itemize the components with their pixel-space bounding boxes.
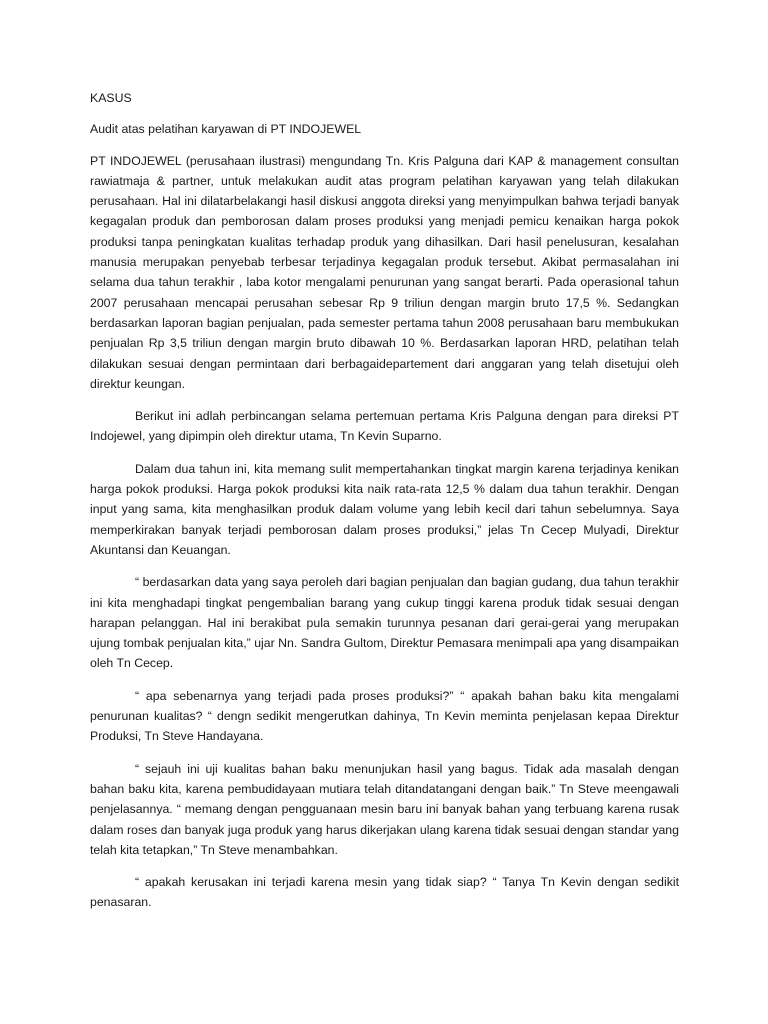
paragraph-intro: PT INDOJEWEL (perusahaan ilustrasi) mengundang Tn. Kris Palguna dari KAP & management consultan rawiatmaja & partner, untuk melakukan audit atas program pelatihan karyawan yang telah dilakukan perusahaan. Hal ini dilatarbelakangi hasil diskusi anggota direksi yang menyimpulkan bahwa terjadi banyak kegagalan produk dan pemborosan dalam proses produksi yang menjadi pemicu kenaikan harga pokok produksi tanpa peningkatan kualitas terhadap produk yang dihasilkan. Dari hasil penelusuran, kesalahan manusia merupakan penyebab terbesar terjadinya kegagalan produk tersebut. Akibat permasalahan ini selama dua tahun terakhir , laba kotor mengalami penurunan yang sangat berarti. Pada operasional tahun 2007 perusahaan mencapai perusahan sebesar Rp 9 triliun dengan margin bruto 17,5 %. Sedangkan berdasarkan laporan bagian penjualan, pada semester pertama tahun 2008 perusahaan baru membukukan penjualan Rp 3,5 triliun dengan margin bruto dibawah 10 %. Berdasarkan laporan HRD, pelatihan telah dilakukan sesuai dengan permintaan dari berbagaidepartement dari anggaran yang telah disetujui oleh direktur keungan. bbox=[90, 153, 679, 391]
document-page bbox=[90, 88, 679, 925]
paragraph-steve: “ sejauh ini uji kualitas bahan baku menunjukan hasil yang bagus. Tidak ada masalah dengan bahan baku kita, karena pembudidayaan mutiara telah ditandatangani dengan baik.” Tn Steve meengawali penjelasannya. “ memang dengan pengguanaan mesin baru ini banyak bahan yang terbuang karena rusak dalam roses dan banyak juga produk yang harus dikerjakan ulang karena tidak sesuai dengan standar yang telah kita tetapkan,” Tn Steve menambahkan. bbox=[90, 761, 679, 857]
paragraph-cecep: Dalam dua tahun ini, kita memang sulit mempertahankan tingkat margin karena terjadinya kenikan harga pokok produksi. Harga pokok produksi kita naik rata-rata 12,5 % dalam dua tahun terakhir. Dengan input yang sama, kita menghasilkan produk dalam volume yang lebih kecil dari tahun sebelumnya. Saya memperkirakan banyak terjadi pemborosan dalam proses produksi,” jelas Tn Cecep Mulyadi, Direktur Akuntansi dan Keuangan. bbox=[90, 461, 679, 557]
paragraph-kevin-followup: “ apakah kerusakan ini terjadi karena mesin yang tidak siap? “ Tanya Tn Kevin dengan sedikit penasaran. bbox=[90, 875, 679, 910]
paragraph-meeting: Berikut ini adlah perbincangan selama pertemuan pertama Kris Palguna dengan para direksi PT Indojewel, yang dipimpin oleh direktur utama, Tn Kevin Suparno. bbox=[90, 409, 679, 444]
case-title: Audit atas pelatihan karyawan di PT INDOJEWEL bbox=[90, 122, 362, 137]
case-heading: KASUS bbox=[90, 91, 132, 105]
paragraph-sandra: “ berdasarkan data yang saya peroleh dari bagian penjualan dan bagian gudang, dua tahun terakhir ini kita menghadapi tingkat pengembalian barang yang cukup tinggi karena produk tidak sesuai dengan harapan pelanggan. Hal ini berakibat pula semakin turunnya pesanan dari gerai-gerai yang merupakan ujung tombak penjualan kita,” ujar Nn. Sandra Gultom, Direktur Pemasara menimpali apa yang disampaikan oleh Tn Cecep. bbox=[90, 575, 679, 671]
paragraph-kevin-question: “ apa sebenarnya yang terjadi pada proses produksi?” “ apakah bahan baku kita mengalami penurunan kualitas? “ dengn sedikit mengerutkan dahinya, Tn Kevin meminta penjelasan kepaa Direktur Produksi, Tn Steve Handayana. bbox=[90, 688, 679, 744]
